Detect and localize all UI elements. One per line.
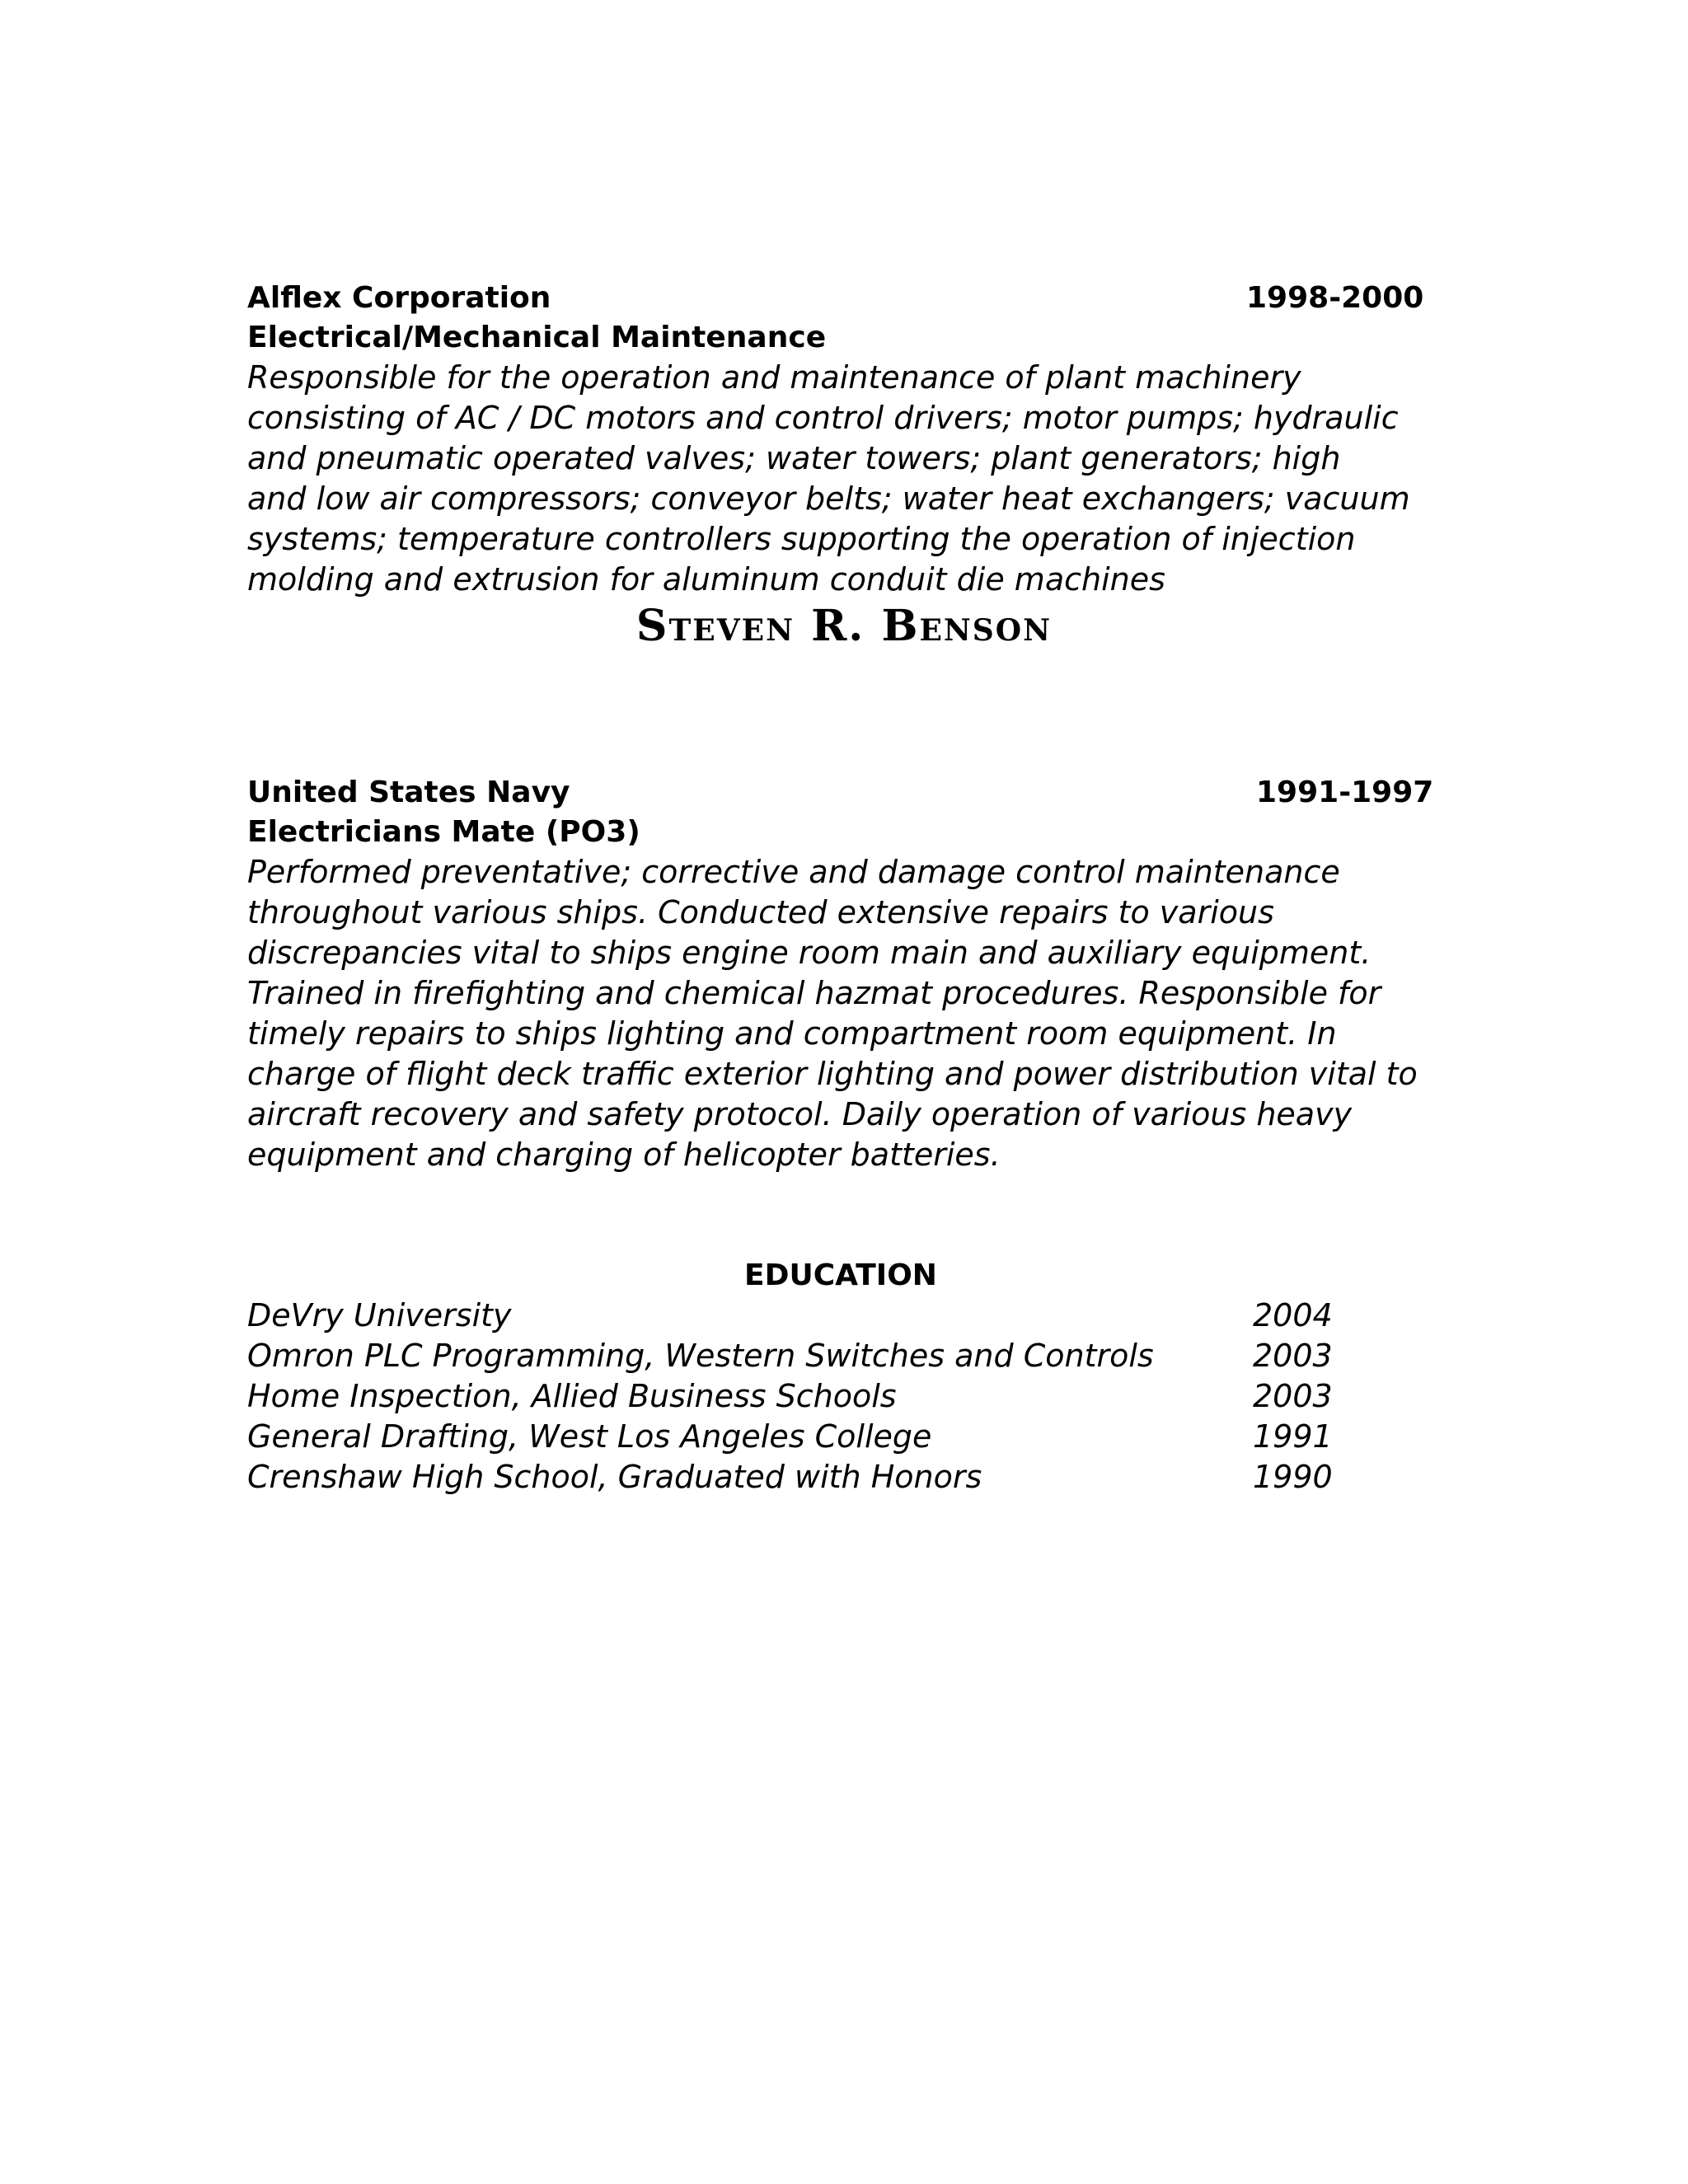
description-line: molding and extrusion for aluminum conduit die machines [247, 561, 1165, 598]
education-heading: EDUCATION [744, 1258, 937, 1292]
education-name: Home Inspection, Allied Business Schools [247, 1378, 897, 1414]
description-line: systems; temperature controllers supporting the operation of injection [247, 521, 1356, 557]
description-line: discrepancies vital to ships engine room main and auxiliary equipment. [247, 935, 1372, 971]
education-year: 2004 [1253, 1297, 1333, 1333]
job-dates: 1991-1997 [1256, 776, 1434, 809]
education-item [247, 1376, 1335, 1417]
job-company: United States Navy [247, 776, 570, 809]
description-line: Trained in firefighting and chemical hazmat procedures. Responsible for [247, 975, 1381, 1011]
job-description [247, 852, 1451, 1175]
education-name: Crenshaw High School, Graduated with Honors [247, 1459, 982, 1495]
description-line: equipment and charging of helicopter batteries. [247, 1137, 1001, 1173]
description-line: Performed preventative; corrective and damage control maintenance [247, 854, 1340, 890]
education-list [247, 1296, 1335, 1497]
education-year: 2003 [1253, 1338, 1333, 1374]
job-title: Electrical/Mechanical Maintenance [247, 321, 827, 354]
applicant-name: Steven R. Benson [635, 601, 1053, 651]
description-line: throughout various ships. Conducted extensive repairs to various [247, 894, 1274, 930]
description-line: and low air compressors; conveyor belts; water heat exchangers; vacuum [247, 480, 1410, 517]
education-year: 1991 [1253, 1418, 1333, 1455]
education-name: General Drafting, West Los Angeles College [247, 1418, 932, 1455]
description-line: charge of flight deck traffic exterior lighting and power distribution vital to [247, 1056, 1418, 1092]
education-item [247, 1417, 1335, 1457]
description-line: timely repairs to ships lighting and compartment room equipment. In [247, 1015, 1337, 1052]
education-year: 2003 [1253, 1378, 1333, 1414]
description-line: Responsible for the operation and maintenance of plant machinery [247, 359, 1301, 396]
education-item [247, 1457, 1335, 1497]
job-title: Electricians Mate (PO3) [247, 815, 640, 849]
description-line: consisting of AC / DC motors and control drivers; motor pumps; hydraulic [247, 400, 1399, 436]
education-item [247, 1296, 1335, 1336]
job-dates: 1998-2000 [1246, 281, 1424, 315]
education-name: Omron PLC Programming, Western Switches and Controls [247, 1338, 1154, 1374]
education-item [247, 1336, 1335, 1376]
education-year: 1990 [1253, 1459, 1333, 1495]
education-name: DeVry University [247, 1297, 512, 1333]
job-description [247, 358, 1451, 600]
description-line: aircraft recovery and safety protocol. Daily operation of various heavy [247, 1096, 1353, 1132]
description-line: and pneumatic operated valves; water towers; plant generators; high [247, 440, 1341, 476]
job-company: Alflex Corporation [247, 281, 551, 315]
